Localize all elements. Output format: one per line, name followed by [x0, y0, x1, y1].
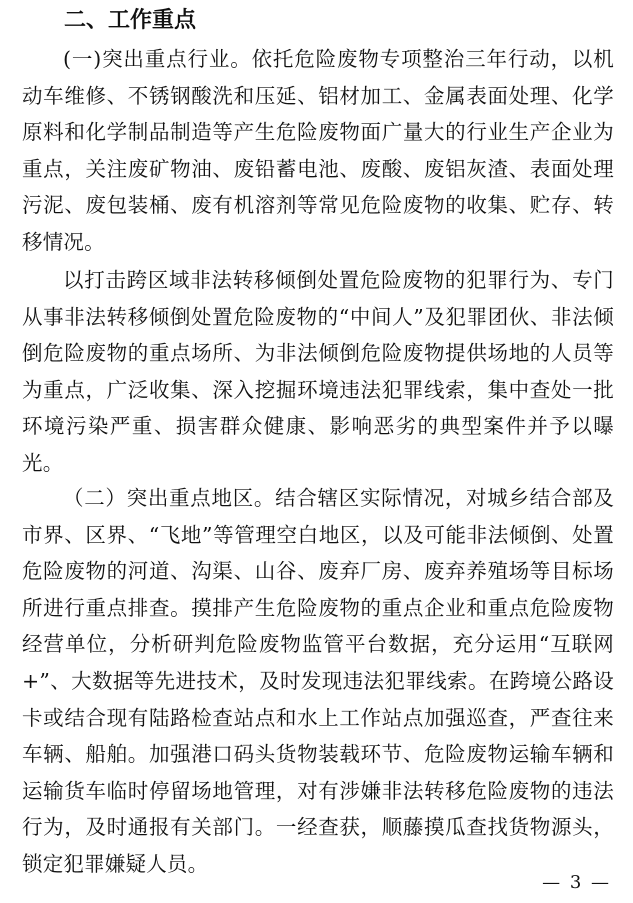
paragraph-key-regions: （二）突出重点地区。结合辖区实际情况，对城乡结合部及市界、区界、“飞地”等管理空白地区，以及可能非法倾倒、处置危险废物的河道、沟渠、山谷、废弃厂房、废弃养殖场等目标场所进行重点排查。摸排产生危险废物的重点企业和重点危险废物经营单位，分析研判危险废物监管平台数据，充分运用“互联网+”、大数据等先进技术，及时发现违法犯罪线索。在跨境公路设卡或结合现有陆路检查站点和水上工作站点加强巡查，严查往来车辆、船舶。加强港口码头货物装载环节、危险废物运输车辆和运输货车临时停留场地管理，对有涉嫌非法转移危险废物的违法行为，及时通报有关部门。一经查获，顺藤摸瓜查找货物源头，锁定犯罪嫌疑人员。 — [22, 486, 614, 876]
section-heading: 二、工作重点 — [64, 8, 197, 33]
paragraph-key-crimes: 以打击跨区域非法转移倾倒处置危险废物的犯罪行为、专门从事非法转移倾倒处置危险废物的“中间人”及犯罪团伙、非法倾倒危险废物的重点场所、为非法倾倒危险废物提供场地的人员等为重点，广泛收集、深入挖掘环境违法犯罪线索，集中查处一批环境污染严重、损害群众健康、影响恶劣的典型案件并予以曝光。 — [22, 268, 614, 475]
paragraph-key-industries: (一)突出重点行业。依托危险废物专项整治三年行动，以机动车维修、不锈钢酸洗和压延、铝材加工、金属表面处理、化学原料和化学制品制造等产生危险废物面广量大的行业生产企业为重点，关注废矿物油、废铅蓄电池、废酸、废铝灰渣、表面处理污泥、废包装桶、废有机溶剂等常见危险废物的收集、贮存、转移情况。 — [22, 47, 614, 254]
page-number: — 3 — — [542, 872, 611, 893]
